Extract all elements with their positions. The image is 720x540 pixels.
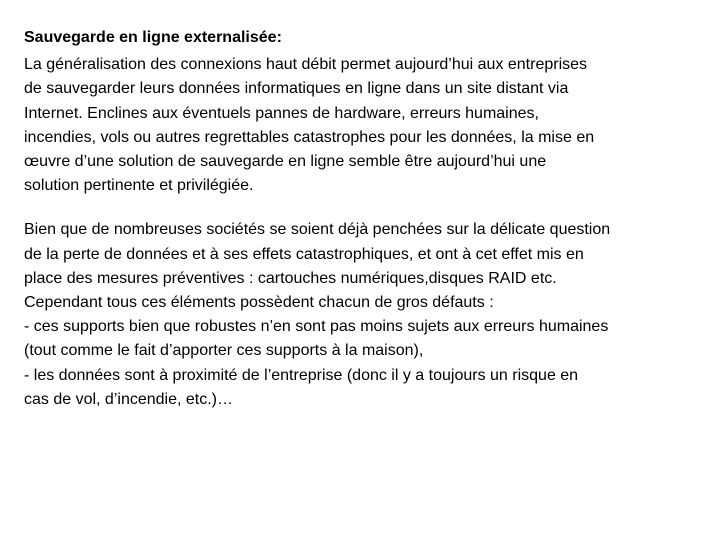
text-line: Bien que de nombreuses sociétés se soient déjà penchées sur la délicate question bbox=[24, 221, 611, 239]
paragraph-defects bbox=[24, 291, 696, 412]
text-line: (tout comme le fait d’apporter ces supports à la maison), bbox=[24, 342, 424, 360]
text-line: - ces supports bien que robustes n’en sont pas moins sujets aux erreurs humaines bbox=[24, 318, 609, 336]
text-line: solution pertinente et privilégiée. bbox=[24, 177, 254, 195]
text-line: incendies, vols ou autres regrettables catastrophes pour les données, la mise en bbox=[24, 128, 595, 146]
text-line: La généralisation des connexions haut débit permet aujourd’hui aux entreprises bbox=[24, 56, 588, 74]
text-line: Internet. Enclines aux éventuels pannes de hardware, erreurs humaines, bbox=[24, 104, 539, 122]
text-line: de sauvegarder leurs données informatiques en ligne dans un site distant via bbox=[24, 80, 569, 98]
text-line: cas de vol, d’incendie, etc.)… bbox=[24, 390, 233, 408]
slide-content bbox=[24, 26, 696, 412]
paragraph-intro bbox=[24, 53, 696, 198]
text-line: œuvre d’une solution de sauvegarde en ligne semble être aujourd’hui une bbox=[24, 153, 547, 171]
text-line: - les données sont à proximité de l’entreprise (donc il y a toujours un risque en bbox=[24, 366, 579, 384]
text-line: place des mesures préventives : cartouches numériques,disques RAID etc. bbox=[24, 269, 557, 287]
paragraph-measures bbox=[24, 218, 696, 291]
text-line: Cependant tous ces éléments possèdent chacun de gros défauts : bbox=[24, 294, 494, 312]
text-line: de la perte de données et à ses effets catastrophiques, et ont à cet effet mis en bbox=[24, 245, 584, 263]
section-heading: Sauvegarde en ligne externalisée: bbox=[24, 29, 282, 46]
